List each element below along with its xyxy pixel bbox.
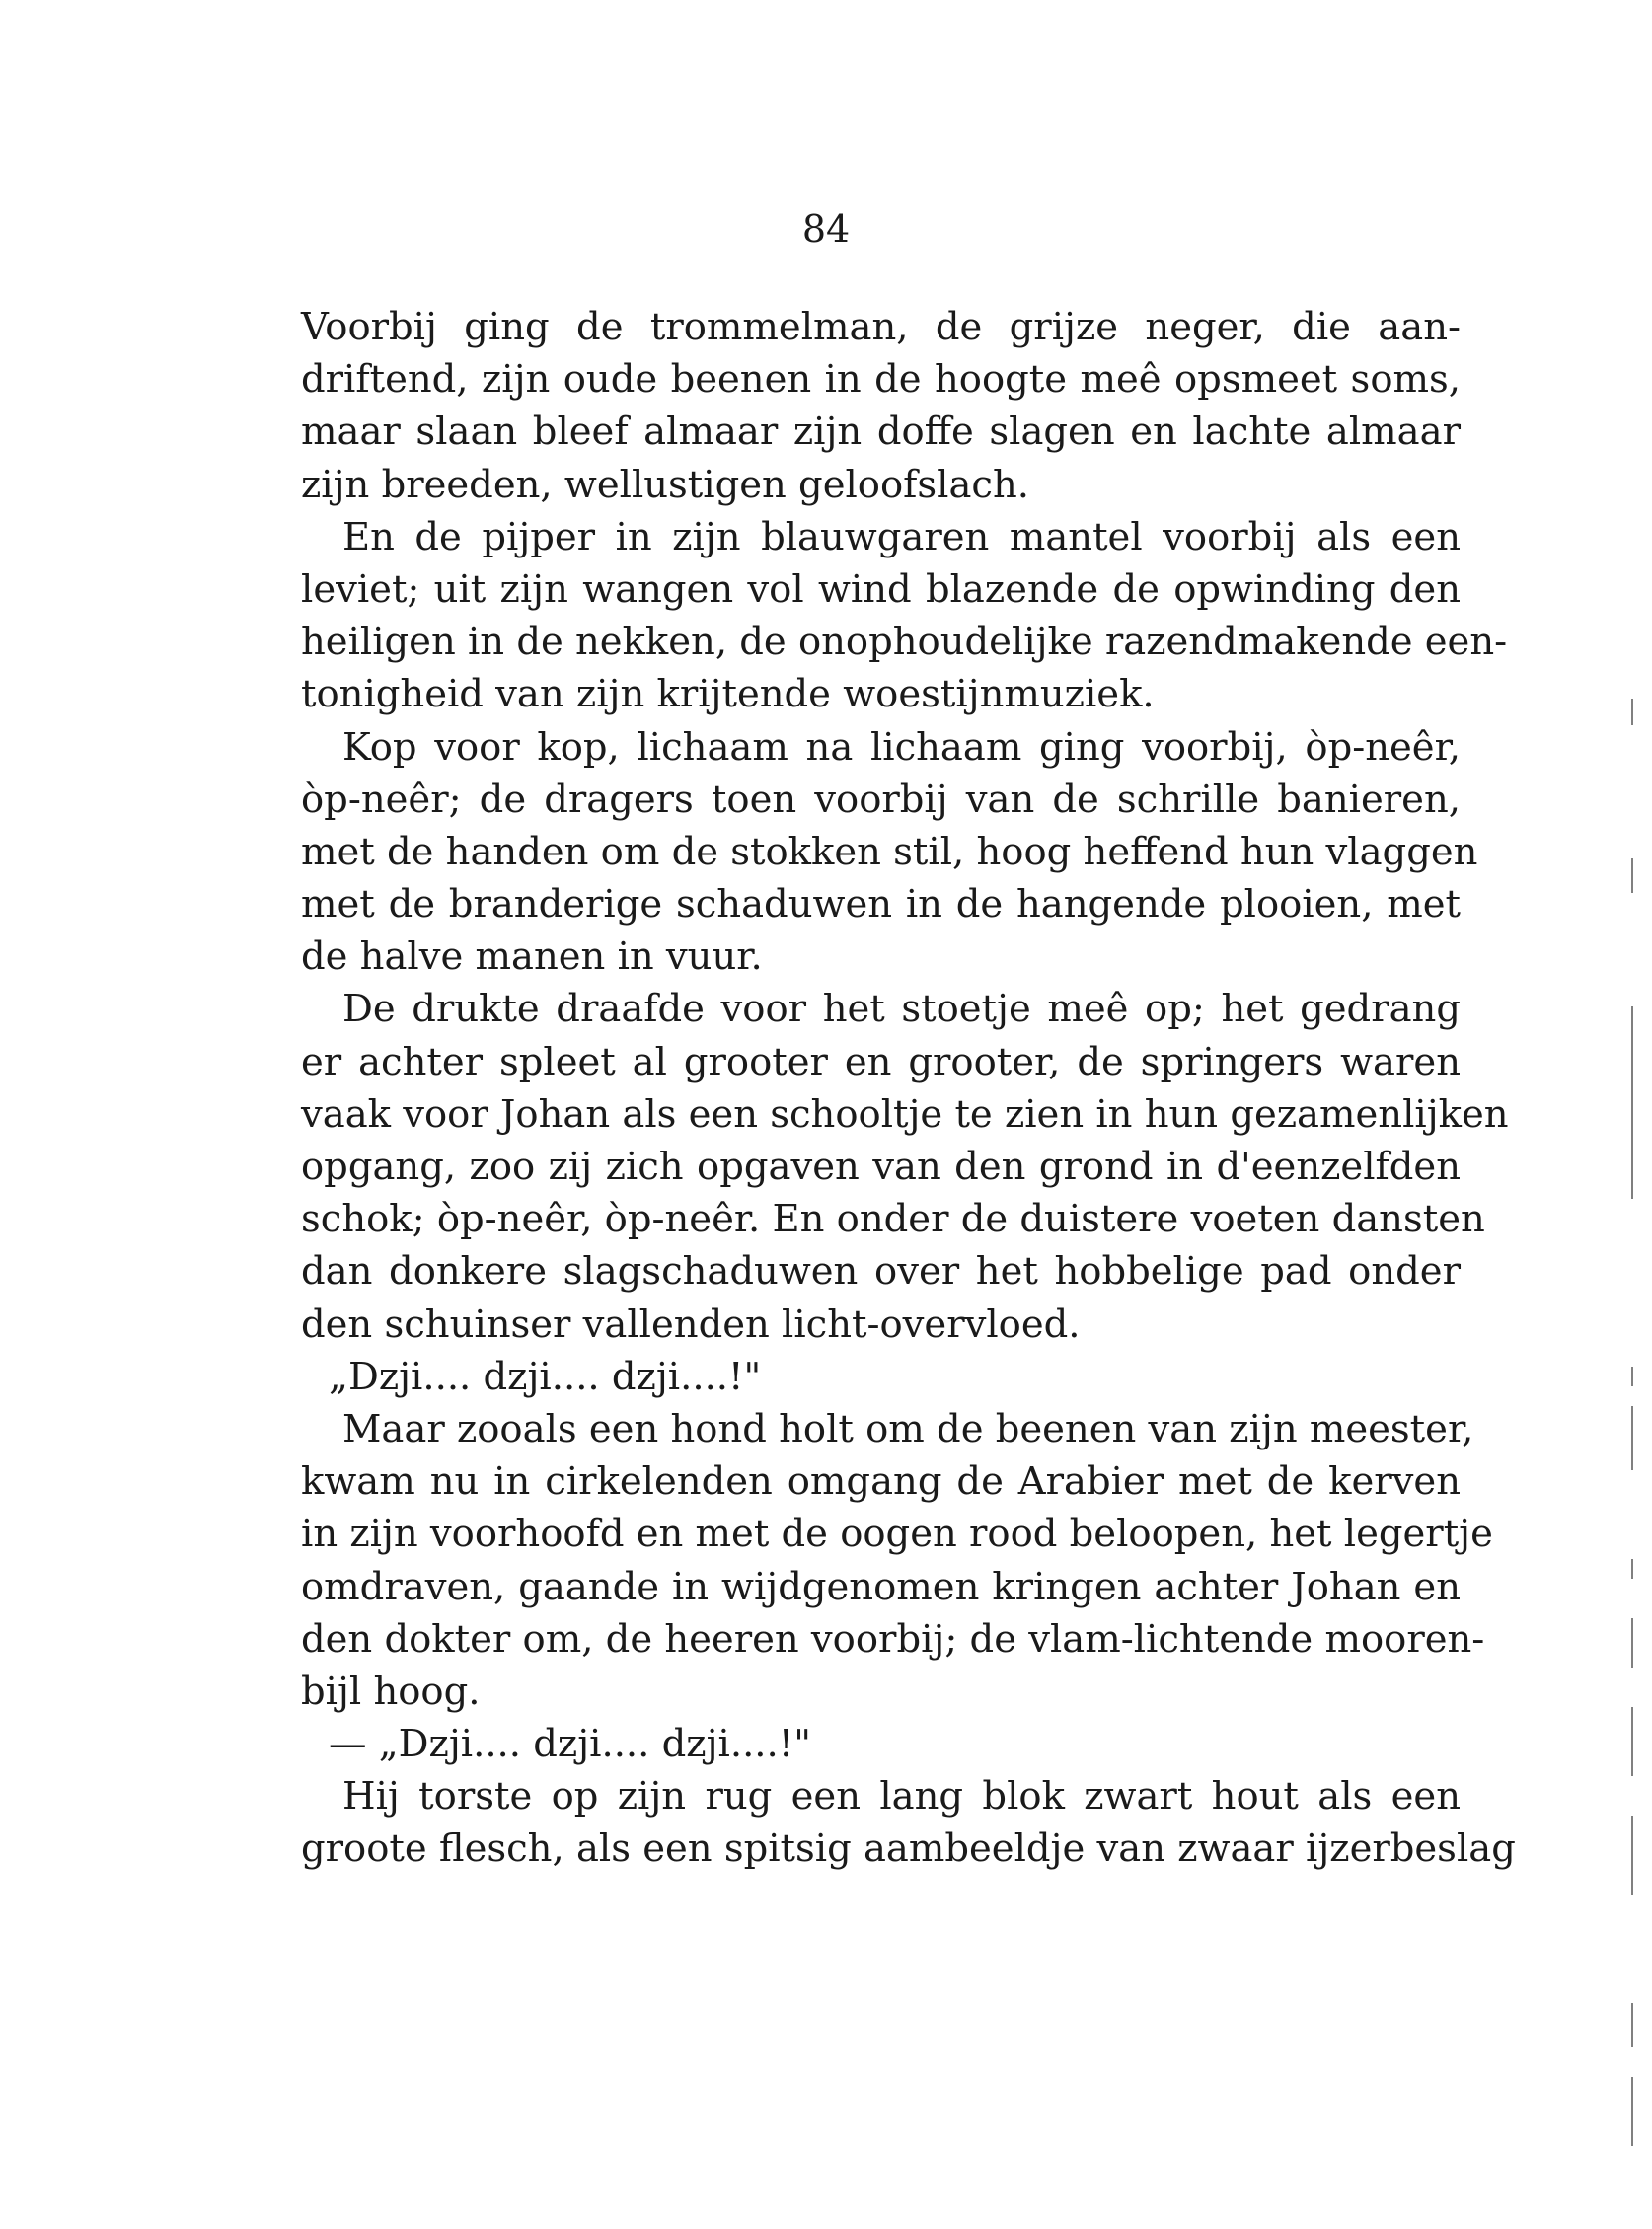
text-line: schok; òp-neêr, òp-neêr. En onder de duistere voeten dansten: [301, 1197, 1485, 1242]
page-number: 84: [801, 207, 851, 251]
text-line: de halve manen in vuur.: [301, 934, 763, 980]
scan-edge-marks: [1613, 0, 1652, 2229]
text-line: — „Dzji.... dzji.... dzji....!": [329, 1722, 811, 1767]
text-line: groote flesch, als een spitsig aambeeldje van zwaar ijzerbeslag: [301, 1826, 1516, 1872]
text-line: heiligen in de nekken, de onophoudelijke razendmakende een-: [301, 620, 1508, 665]
text-line: leviet; uit zijn wangen vol wind blazende de opwinding den: [301, 566, 1461, 612]
text-line: den dokter om, de heeren voorbij; de vlam-lichtende mooren-: [301, 1616, 1485, 1662]
text-line: driftend, zijn oude beenen in de hoogte meê opsmeet soms,: [301, 357, 1461, 403]
text-line: Kop voor kop, lichaam na lichaam ging voorbij, òp-neêr,: [342, 724, 1461, 770]
text-line: in zijn voorhoofd en met de oogen rood beloopen, het legertje: [301, 1512, 1493, 1557]
text-line: Voorbij ging de trommelman, de grijze neger, die aan-: [301, 305, 1461, 349]
text-line: den schuinser vallenden licht-overvloed.: [301, 1301, 1081, 1347]
text-line: òp-neêr; de dragers toen voorbij van de schrille banieren,: [301, 777, 1461, 822]
text-line: De drukte draafde voor het stoetje meê op; het gedrang: [342, 987, 1461, 1032]
text-line: maar slaan bleef almaar zijn doffe slagen en lachte almaar: [301, 409, 1461, 455]
text-line: dan donkere slagschaduwen over het hobbelige pad onder: [301, 1249, 1461, 1295]
text-line: omdraven, gaande in wijdgenomen kringen achter Johan en: [301, 1564, 1461, 1609]
text-line: met de handen om de stokken stil, hoog heffend hun vlaggen: [301, 829, 1478, 874]
text-line: Hij torste op zijn rug een lang blok zwart hout als een: [342, 1774, 1461, 1820]
text-line: „Dzji.... dzji.... dzji....!": [329, 1354, 762, 1399]
text-line: bijl hoog.: [301, 1669, 481, 1714]
text-line: vaak voor Johan als een schooltje te zien in hun gezamenlijken: [301, 1091, 1509, 1137]
text-line: tonigheid van zijn krijtende woestijnmuziek.: [301, 672, 1155, 717]
text-line: Maar zooals een hond holt om de beenen van zijn meester,: [342, 1406, 1474, 1451]
text-line: kwam nu in cirkelenden omgang de Arabier met de kerven: [301, 1459, 1461, 1505]
text-line: zijn breeden, wellustigen geloofslach.: [301, 462, 1030, 507]
body-text: [301, 301, 1516, 1876]
text-line: opgang, zoo zij zich opgaven van den grond in d'eenzelfden: [301, 1145, 1461, 1189]
text-line: En de pijper in zijn blauwgaren mantel voorbij als een: [342, 514, 1461, 559]
text-line: er achter spleet al grooter en grooter, de springers waren: [301, 1039, 1461, 1084]
text-line: met de branderige schaduwen in de hangende plooien, met: [301, 882, 1461, 928]
